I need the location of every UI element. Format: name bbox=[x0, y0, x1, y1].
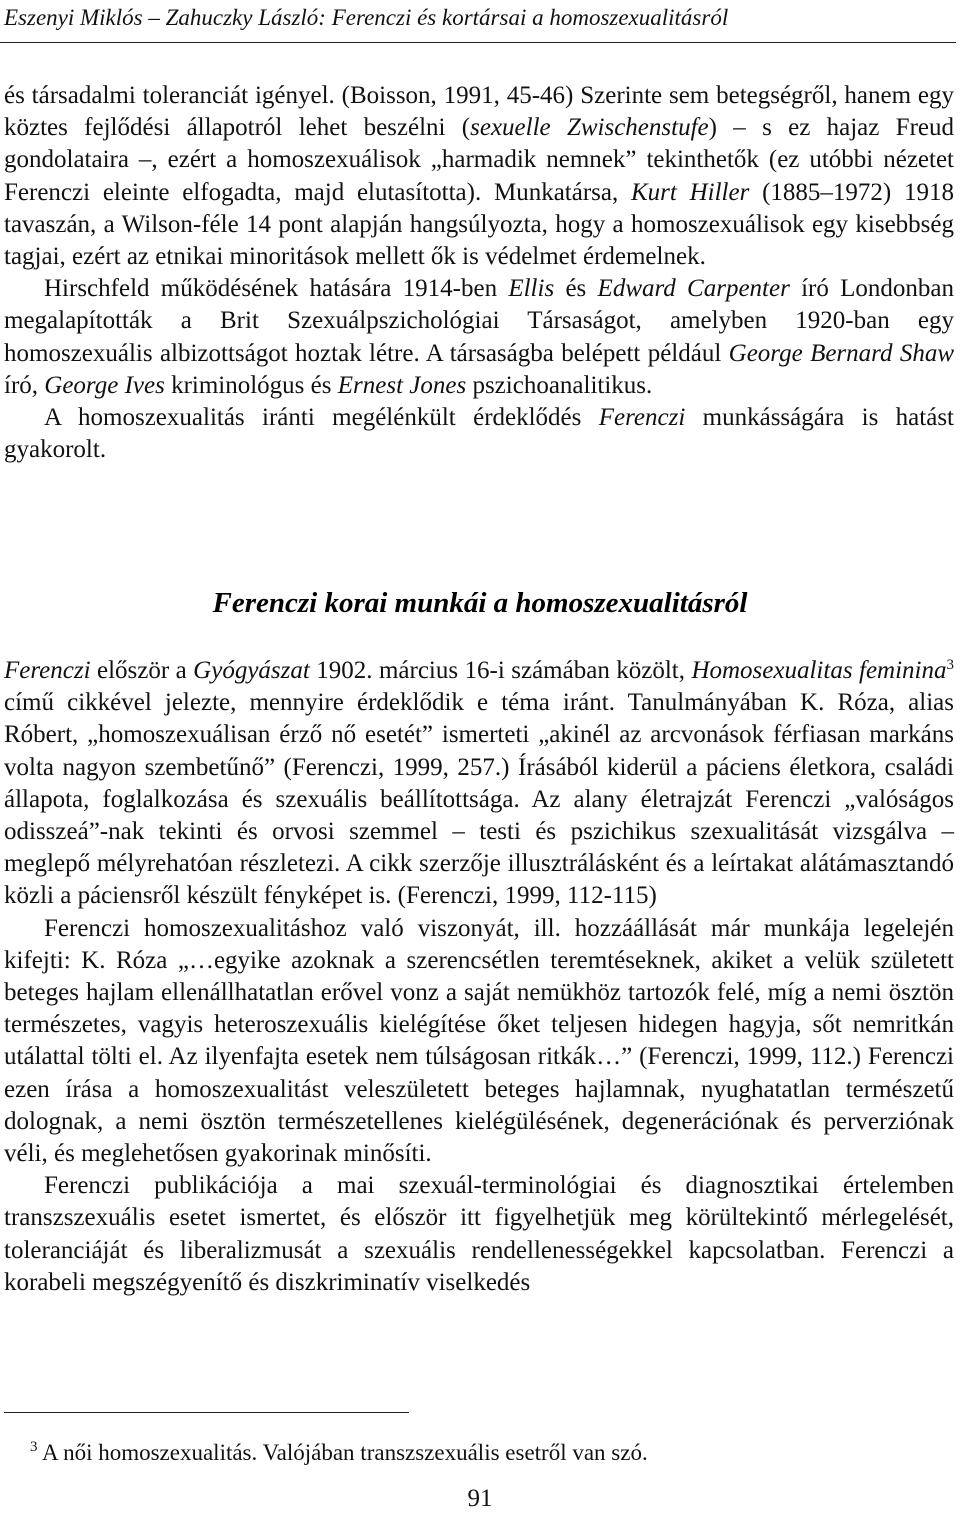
running-header bbox=[0, 0, 956, 43]
text-run: író, bbox=[4, 371, 45, 399]
text-run: pszichoanalitikus. bbox=[466, 371, 653, 399]
body-text-block-2 bbox=[4, 655, 954, 1299]
paragraph bbox=[4, 273, 954, 402]
italic-text: Ferenczi bbox=[598, 404, 686, 432]
italic-text: Ernest Jones bbox=[337, 371, 467, 399]
section-heading: Ferenczi korai munkái a homoszexualitásról bbox=[212, 587, 748, 619]
text-run: Hirschfeld működésének hatására 1914-ben bbox=[44, 275, 509, 303]
footnote-reference: 3 bbox=[946, 657, 954, 673]
paragraph bbox=[4, 655, 954, 913]
text-run: Ferenczi publikációja a mai szexuál-terminológiai és diagnosztikai értelemben transzszexuális esetet ismertet, és először itt figyelhetjük meg körültekintő mérlegelését, toleranciáját és liberalizmusát a szexuális rendellenességekkel kapcsolatban. Ferenczi a korabeli megszégyenítő és diszkriminatív viselkedés bbox=[4, 1172, 954, 1296]
footnote bbox=[30, 1437, 648, 1469]
italic-text: Edward Carpenter bbox=[597, 275, 790, 303]
italic-text: George Ives bbox=[44, 371, 165, 399]
text-run: kriminológus és bbox=[164, 371, 338, 399]
text-run: először a bbox=[90, 657, 194, 684]
text-run: 1902. március 16-i számában közölt, bbox=[309, 657, 692, 684]
body-text-block-1 bbox=[4, 80, 954, 466]
text-run: munkásságára is hatást gyakorolt. bbox=[4, 404, 954, 464]
page-number: 91 bbox=[467, 1485, 493, 1512]
text-run: című cikkével jelezte, mennyire érdeklődik e téma iránt. Tanulmányában K. Róza, alias Róbert, „homoszexuálisan érző nő esetét” ismerteti „akinél az arcvonások férfiasan markáns volta nagyon szembetűnő” (Ferenczi, 1999, 257.) Írásából kiderül a páciens életkora, családi állapota, foglalkozása és szexuális beállítottsága. Az alany életrajzát Ferenczi „valóságos odisszeá”-nak tekinti és orvosi szemmel – testi és pszichikus szexualitását vizsgálva – meglepő mélyrehatóan részletezi. A cikk szerzője illusztrálásként és a leírtakat alátámasztandó közli a páciensről készült fényképet is. (Ferenczi, 1999, 112-115) bbox=[4, 689, 954, 910]
text-run: A homoszexualitás iránti megélénkült érdeklődés bbox=[44, 404, 599, 432]
footnote-marker: 3 bbox=[30, 1439, 38, 1455]
paragraph bbox=[4, 1170, 954, 1299]
text-run: ) – s ez hajaz Freud gondolataira –, ezért a homoszexuálisok „harmadik nemnek” tekinthetők (ez utóbbi nézetet Ferenczi eleinte elfogadta, majd elutasította). Munkatársa, bbox=[4, 114, 954, 206]
text-run: és társadalmi toleranciát igényel. (Boisson, 1991, 45-46) Szerinte sem betegségről, hanem egy köztes fejlődési állapotról lehet beszélni ( bbox=[4, 82, 954, 142]
italic-text: Kurt Hiller bbox=[631, 178, 750, 206]
text-run: (1885–1972) 1918 tavaszán, a Wilson-féle 14 pont alapján hangsúlyozta, hogy a homoszexuálisok egy kisebbség tagjai, ezért az etnikai minoritások mellett ők is védelmet érdemelnek. bbox=[4, 178, 954, 271]
footnote-divider bbox=[4, 1412, 409, 1413]
italic-text: Gyógyászat bbox=[193, 657, 310, 684]
text-run: Ferenczi homoszexualitáshoz való viszonyát, ill. hozzáállását már munkája legelején kifejti: K. Róza „…egyike azoknak a szerencsétlen teremtéseknek, akiket a velük született beteges hajlam ellenállhatatlan erővel vonz a saját nemükhöz tartozók felé, míg a nemi ösztön természetes, vagyis heteroszexuális kielégítése őket teljesen hidegen hagyja, sőt nemritkán utálattal tölti el. Az ilyenfajta esetek nem túlságosan ritkák…” (Ferenczi, 1999, 112.) Ferenczi ezen írása a homoszexualitást veleszületett beteges hajlamnak, nyughatatlan természetű dolognak, a nemi ösztön természetellenes kielégülésének, degenerációnak és perverziónak véli, és meglehetősen gyakorinak minősíti. bbox=[4, 914, 954, 1168]
italic-text: sexuelle Zwischenstufe bbox=[470, 114, 709, 142]
italic-text: Homosexualitas feminina bbox=[691, 657, 947, 684]
footnote-text: A női homoszexualitás. Valójában transzszexuális esetről van szó. bbox=[41, 1440, 648, 1465]
paragraph bbox=[4, 913, 954, 1171]
running-title: Eszenyi Miklós – Zahuczky László: Ferenczi és kortársai a homoszexualitásról bbox=[4, 5, 729, 30]
italic-text: George Bernard Shaw bbox=[728, 339, 955, 367]
italic-text: Ellis bbox=[508, 275, 555, 303]
italic-text: Ferenczi bbox=[4, 657, 91, 684]
text-run: és bbox=[554, 275, 598, 303]
paragraph bbox=[4, 80, 954, 273]
paragraph bbox=[4, 402, 954, 466]
text-run: író Londonban megalapították a Brit Szexuálpszichológiai Társaságot, amelyben 1920-ban egy homoszexuális albizottságot hoztak létre. A társaságba belépett például bbox=[4, 275, 954, 367]
